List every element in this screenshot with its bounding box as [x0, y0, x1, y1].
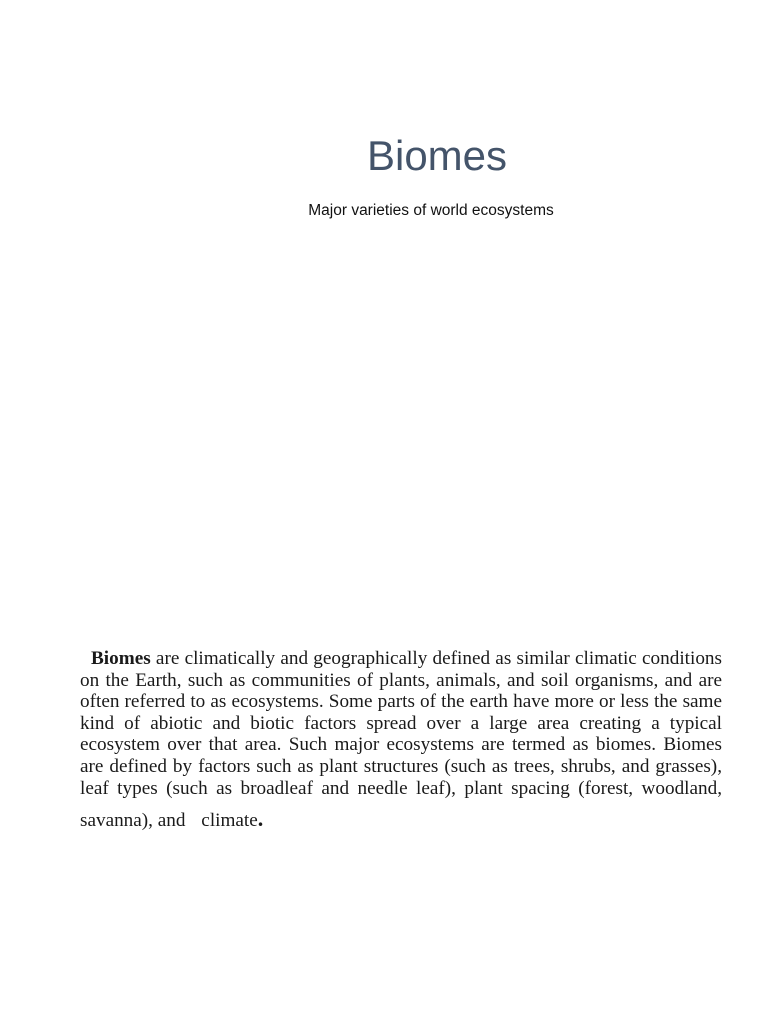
paragraph-end-mark: . — [257, 806, 264, 832]
page-title: Biomes — [366, 132, 508, 179]
page-subtitle: Major varieties of world ecosystems — [308, 202, 554, 219]
paragraph-text: are climatically and geographically defined as similar climatic conditions on the Earth, such as communities of plants, animals, and soil organisms, and are often referred to as ecosystems. Some parts of the earth have more or less the same kind of abiotic and biotic factors spread over a large area creating a typical ecosystem over that area. Such major ecosystems are termed as biomes. Biomes are defined by factors such as plant structures (such as trees, shrubs, and grasses), leaf types (such as broadleaf and needle leaf), plant spacing (forest, woodland, savanna), and — [80, 648, 722, 832]
body-paragraph — [80, 648, 722, 832]
paragraph-term: Biomes — [91, 648, 151, 669]
paragraph-last-word — [190, 808, 263, 832]
paragraph-last-word-text: climate — [201, 810, 258, 832]
